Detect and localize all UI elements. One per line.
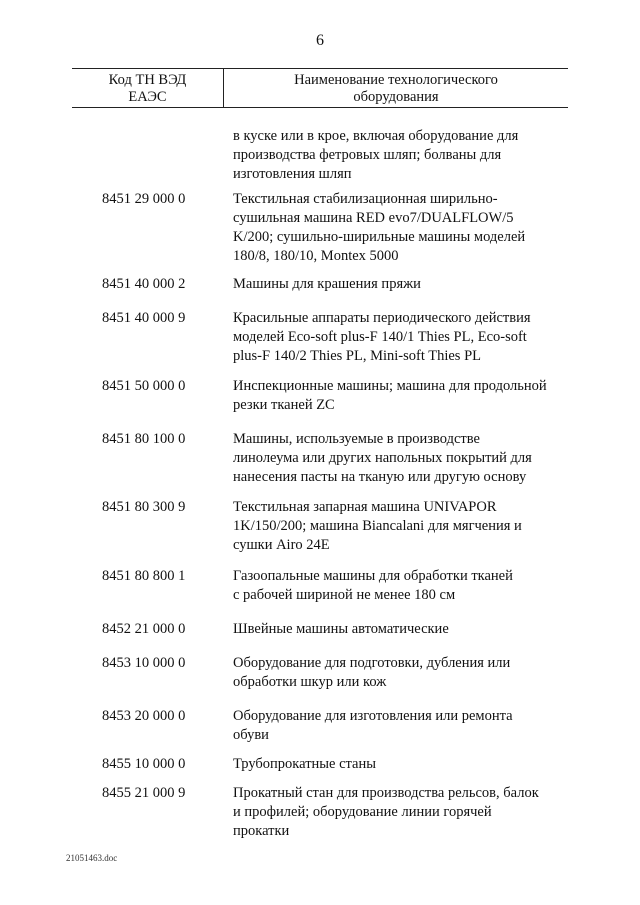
header-name-title: Наименование технологического оборудования [294, 72, 498, 105]
row-code: 8451 29 000 0 [102, 191, 186, 207]
row-description: Прокатный стан для производства рельсов, балок и профилей; оборудование линии горячей прокатки [233, 785, 539, 839]
row-description: Машины, используемые в производстве линолеума или других напольных покрытий для нанесения пасты на тканую или другую основу [233, 431, 532, 485]
row-description: Швейные машины автоматические [233, 621, 449, 637]
row-description: в куске или в крое, включая оборудование для производства фетровых шляп; болваны для изготовления шляп [233, 128, 519, 182]
row-description: Газоопальные машины для обработки тканей с рабочей шириной не менее 180 см [233, 568, 513, 603]
row-code: 8451 80 800 1 [102, 568, 186, 584]
row-description: Красильные аппараты периодического действия моделей Eco-soft plus-F 140/1 Thies PL, Eco-soft plus-F 140/2 Thies PL, Mini-soft Thies PL [233, 310, 531, 364]
row-description: Инспекционные машины; машина для продольной резки тканей ZC [233, 378, 547, 413]
row-code: 8453 20 000 0 [102, 708, 186, 724]
row-code: 8451 40 000 2 [102, 276, 186, 292]
row-description: Оборудование для подготовки, дубления или обработки шкур или кож [233, 655, 511, 690]
row-code: 8453 10 000 0 [102, 655, 186, 671]
row-code: 8455 10 000 0 [102, 756, 186, 772]
row-code: 8455 21 000 9 [102, 785, 186, 801]
row-description: Машины для крашения пряжи [233, 276, 421, 292]
row-code: 8452 21 000 0 [102, 621, 186, 637]
row-description: Оборудование для изготовления или ремонта обуви [233, 708, 513, 743]
footer-document-name: 21051463.doc [66, 853, 118, 863]
row-code: 8451 80 100 0 [102, 431, 186, 447]
row-description: Текстильная стабилизационная ширильно- сушильная машина RED evo7/DUALFLOW/5 K/200; сушильно-ширильные машины моделей 180/8, 180/10, Montex 5000 [233, 191, 526, 264]
row-code: 8451 80 300 9 [102, 499, 186, 515]
row-description: Трубопрокатные станы [233, 756, 376, 772]
header-code-title: Код ТН ВЭД ЕАЭС [108, 72, 187, 105]
row-code: 8451 40 000 9 [102, 310, 186, 326]
row-code: 8451 50 000 0 [102, 378, 186, 394]
row-description: Текстильная запарная машина UNIVAPOR 1K/150/200; машина Biancalani для мягчения и сушки Airo 24E [233, 499, 522, 553]
page-number: 6 [316, 32, 324, 49]
